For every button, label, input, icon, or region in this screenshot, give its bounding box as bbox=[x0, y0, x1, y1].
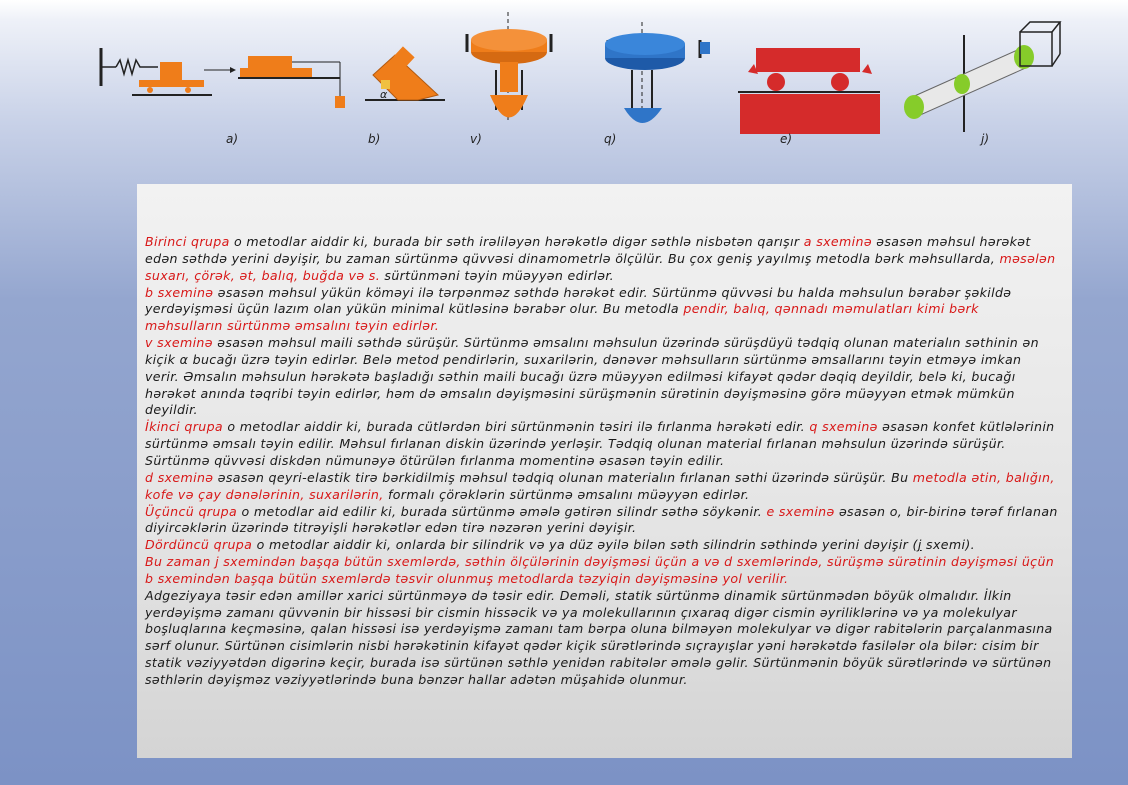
text-segment: əsasən məhsul maili səthdə sürüşür. Sürtünmə əmsalını məhsulun üzərində sürüşdüyü tədqiq olunan materialın səthinin ən kiçik α bucağı üzrə təyin edirlər. Belə metod pendirlərin, suxarilərin, dənəvər məhsulların sürtünmə əmsallarını təyin etməyə imkan verir. Əmsalın məhsulun hərəkətə başladığı səthin maili bucağı üzrə müəyyən edilməsi kifayət qədər dəqiq deyildir, belə ki, bucağı hərəkət anında təqribi təyin edirlər, həm də əmsalın dəyişməsini sürüşmənin sürətinin dəyişməsinə görə müəyyən etmək mümkün deyildir. bbox=[145, 335, 1039, 418]
paragraph bbox=[145, 554, 1058, 588]
scheme-rotating-disk-blue bbox=[605, 22, 710, 123]
paragraph bbox=[145, 504, 1058, 538]
text-segment: sxemi). bbox=[921, 537, 975, 553]
text-segment: o metodlar aiddir ki, burada cütlərdən biri sürtünmənin təsiri ilə fırlanma hərəkəti edir. bbox=[222, 419, 810, 435]
highlighted-text-segment: pendir, balıq, qənnadı məmulatları kimi bərk məhsulların sürtünmə əmsalını təyin edirlər. bbox=[145, 301, 979, 334]
alpha-angle-label: α bbox=[380, 88, 388, 101]
text-segment: əsasən məhsul yükün köməyi ilə tərpənməz səthdə hərəkət edir. Sürtünmə qüvvəsi bu halda məhsulun bərabər şəkildə yerdəyişməsi üçün lazım olan yükün minimal kütləsinə bərabər olur. Bu metodla bbox=[145, 284, 1012, 317]
friction-method-diagrams bbox=[0, 0, 1128, 180]
paragraph bbox=[145, 588, 1058, 689]
highlighted-text-segment: Birinci qrupa bbox=[145, 234, 230, 249]
highlighted-text-segment: məsələn suxarı, çörək, ət, balıq, buğda və s. bbox=[145, 250, 1056, 283]
scheme-j-drawing bbox=[904, 22, 1060, 132]
paragraph bbox=[145, 234, 1058, 285]
highlighted-text-segment: e sxeminə bbox=[766, 503, 835, 519]
highlighted-text-segment: q sxeminə bbox=[809, 419, 878, 435]
text-segment: əsasən o, bir-birinə tərəf fırlanan diyircəklərin üzərində titrəyişli hərəkətlər edən tirə nəzərən yerini dəyişir. bbox=[145, 503, 1058, 536]
highlighted-text-segment: Üçüncü qrupa bbox=[145, 503, 238, 519]
text-segment: o metodlar aiddir ki, burada bir səth irəliləyən hərəkətlə digər səthlə nisbətən qarışır bbox=[229, 234, 804, 249]
highlighted-text-segment: metodla ətin, balığın, kofe və çay dənələrinin, suxarilərin, bbox=[145, 469, 1055, 502]
figure-label-q: q) bbox=[604, 132, 617, 146]
highlighted-text-segment: d sxeminə bbox=[145, 469, 214, 485]
figure-label-b: b) bbox=[368, 132, 381, 146]
text-segment: formalı çörəklərin sürtünmə əmsalını müəyyən edirlər. bbox=[383, 486, 750, 502]
highlighted-text-segment: a sxeminə bbox=[803, 234, 872, 249]
figure-label-v: v) bbox=[470, 132, 482, 146]
text-segment: j bbox=[917, 537, 922, 553]
paragraphs-container bbox=[145, 234, 1058, 689]
highlighted-text-segment: İkinci qrupa bbox=[145, 419, 223, 435]
highlighted-text-segment: Dördüncü qrupa bbox=[145, 537, 253, 553]
scheme-b-drawing bbox=[238, 56, 345, 108]
figure-label-e: e) bbox=[780, 132, 793, 146]
paragraph bbox=[145, 470, 1058, 504]
text-segment: əsasən konfet kütlələrinin sürtünmə əmsalı təyin edilir. Məhsul fırlanan diskin üzərində yerləşir. Tədqiq olunan material fırlanan məhsulun üzərində sürüşür. Sürtünmə qüvvəsi diskdən nümunəyə ötürülən fırlanma momentinə əsasən təyin edilir. bbox=[145, 419, 1055, 468]
text-segment: Adgeziyaya təsir edən amillər xarici sürtünməyə də təsir edir. Deməli, statik sürtünmə dinamik sürtünmədən böyük olmalıdır. İlkin yerdəyişmə zamanı qüvvənin bir hissəsi bir cismin hissəcik və ya molekullarının çıxaraq digər cismin əyriliklərinə və ya molekulyar boşluqlarına keçməsinə, qalan hissəsi isə yerdəyişmə zamanı tam bərpa oluna bilməyən molekulyar və digər rabitələrin parçalanmasına sərf olunur. Sürtünən cisimlərin nisbi hərəkətinin kifayət qədər kiçik sürətlərində sıçrayışlar yəni hərəkətdə fasilələr ola bilər: cisim bir statik vəziyyətdən digərinə keçir, burada isə sürtünən səthlə yenidən rabitələr əmələ gəlir. Sürtünmənin böyük sürətlərində və sürtünən səthlərin dəyişməz vəziyyətlərində buna bənzər hallar adətən müşahidə olunmur. bbox=[145, 587, 1053, 687]
text-segment: o metodlar aiddir ki, onlarda bir silindrik və ya düz əyilə bilən səth silindrin səthində yerini dəyişir ( bbox=[252, 537, 918, 553]
scheme-rotating-disk-orange bbox=[467, 12, 551, 120]
text-segment: sürtünməni təyin müəyyən edirlər. bbox=[380, 267, 615, 283]
paragraph bbox=[145, 419, 1058, 470]
text-segment: əsasən qeyri-elastik tirə bərkidilmiş məhsul tədqiq olunan materialın fırlanan səthi üzərində sürüşür. Bu bbox=[213, 469, 913, 485]
figure-label-j: j) bbox=[981, 132, 990, 146]
scheme-v-drawing bbox=[365, 46, 445, 101]
scheme-a-drawing bbox=[101, 48, 236, 95]
text-segment: əsasən məhsul hərəkət edən səthdə yerini dəyişir, bu zaman sürtünmə qüvvəsi dinamometrlə ölçülür. Bu çox geniş yayılmış metodla bərk məhsullarda, bbox=[145, 234, 1031, 266]
highlighted-text-segment: Bu zaman j sxemindən başqa bütün sxemlərdə, səthin ölçülərinin dəyişməsi üçün a və d sxemlərində, sürüşmə sürətinin dəyişməsi üçün b sxemindən başqa bütün sxemlərdə təsvir olunmuş metodlarda təzyiqin dəyişməsinə yol verilir. bbox=[145, 554, 1055, 586]
figure-label-a: a) bbox=[226, 132, 239, 146]
highlighted-text-segment: v sxeminə bbox=[145, 335, 213, 351]
paragraph bbox=[145, 285, 1058, 336]
highlighted-text-segment: b sxeminə bbox=[145, 284, 214, 300]
figures-strip bbox=[0, 0, 1128, 180]
paragraph bbox=[145, 537, 1058, 554]
scheme-e-drawing bbox=[738, 48, 880, 134]
text-segment: o metodlar aid edilir ki, burada sürtünmə əmələ gətirən silindr səthə söykənir. bbox=[237, 503, 767, 519]
description-text-panel bbox=[137, 184, 1072, 758]
paragraph bbox=[145, 335, 1058, 419]
